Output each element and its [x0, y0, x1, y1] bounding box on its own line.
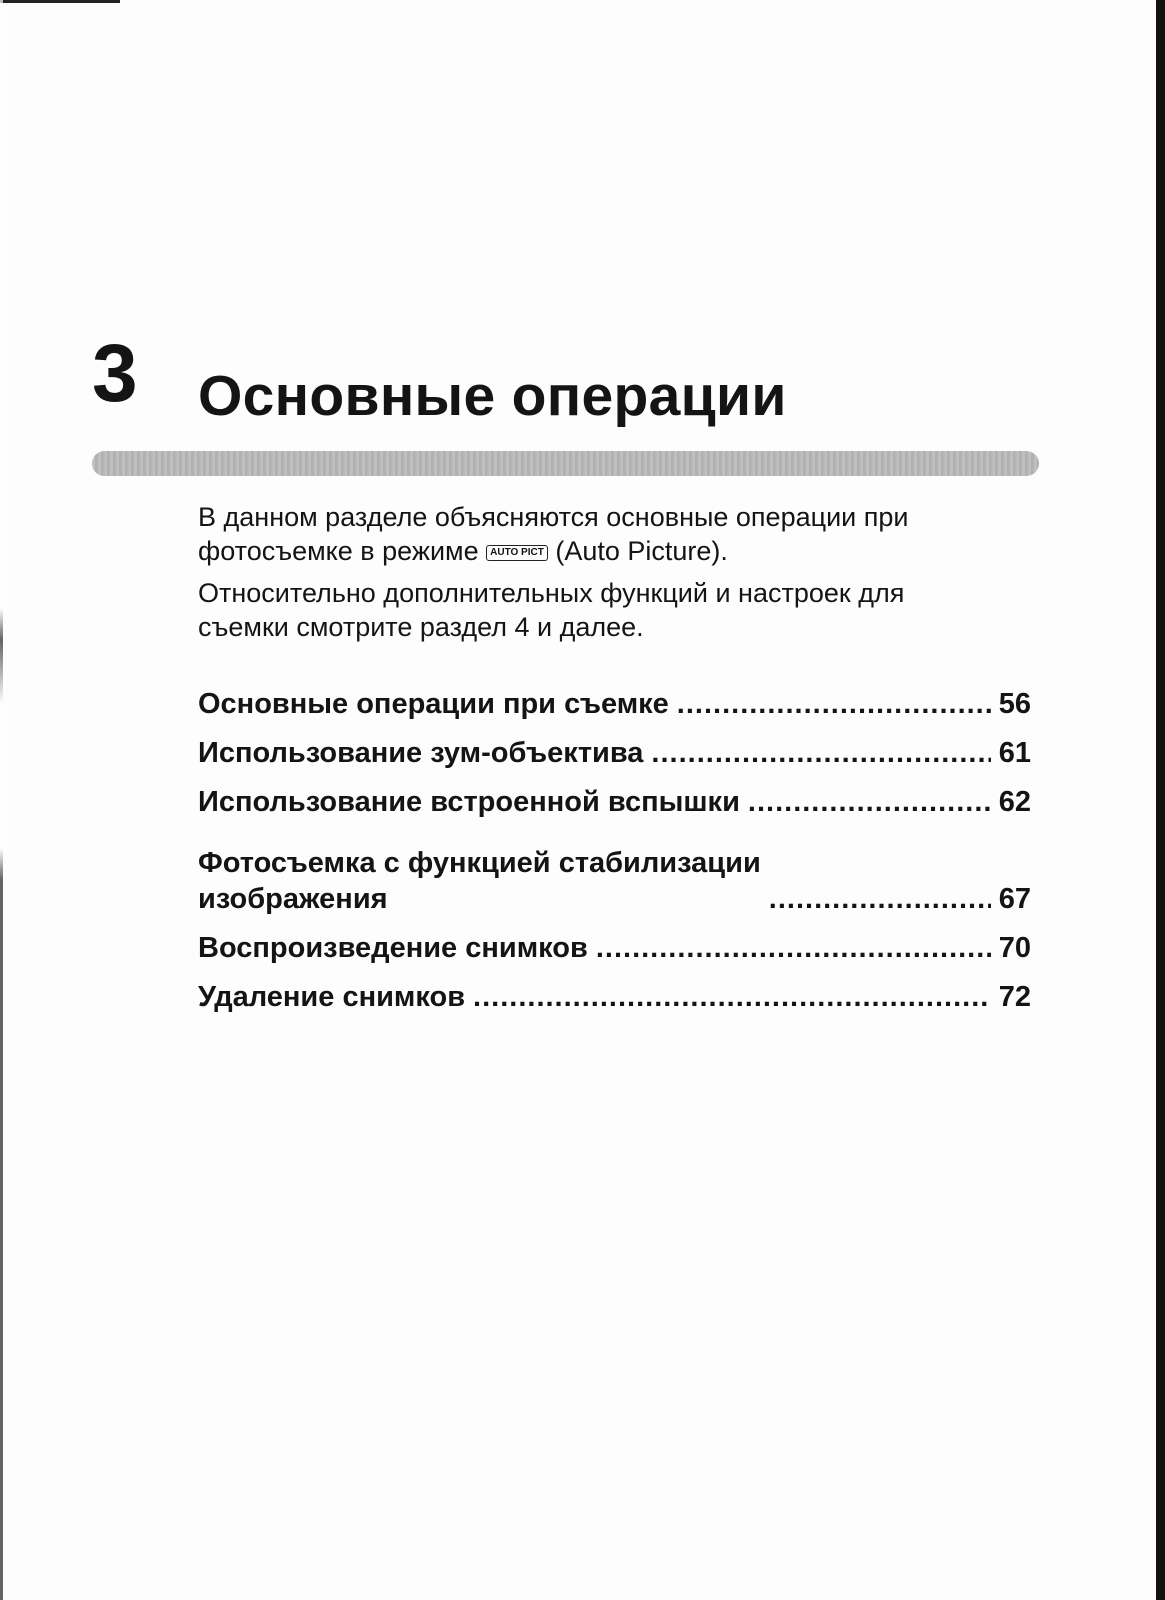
chapter-intro: [198, 500, 998, 652]
toc-entry-page: 70: [998, 932, 1031, 964]
toc-entry-title: Использование зум-объектива: [198, 737, 644, 769]
intro-text-before-icon: В данном разделе объясняются основные операции при фотосъемке в режиме: [198, 502, 909, 566]
toc-entry-title: Удаление снимков: [198, 981, 466, 1013]
toc-leader-dots: [677, 686, 991, 722]
toc-entry[interactable]: [198, 686, 1031, 722]
toc-entry-page: 67: [998, 883, 1031, 915]
auto-picture-mode-icon: AUTO PICT: [486, 545, 548, 561]
toc-entry-page: 56: [998, 688, 1031, 720]
toc-entry[interactable]: [198, 833, 1031, 917]
toc-entry-title: Воспроизведение снимков: [198, 932, 588, 964]
scan-edge-left: [0, 0, 3, 1600]
toc-leader-dots: [748, 784, 991, 820]
toc-entry[interactable]: [198, 735, 1031, 771]
toc-entry-title-line-2: изображения: [198, 883, 388, 915]
toc-entry[interactable]: [198, 979, 1031, 1015]
table-of-contents: [198, 686, 1031, 1028]
toc-entry-page: 62: [998, 786, 1031, 818]
scan-edge-top: [0, 0, 120, 3]
toc-entry-title: [198, 845, 761, 917]
toc-entry-title-line-1: Фотосъемка с функцией стабилизации: [198, 847, 761, 879]
toc-entry-page: 61: [998, 737, 1031, 769]
chapter-rule-bar: [92, 451, 1039, 476]
chapter-title: Основные операции: [198, 364, 787, 428]
toc-entry[interactable]: [198, 930, 1031, 966]
intro-text-after-icon: (Auto Picture).: [555, 536, 728, 566]
toc-leader-dots: [473, 979, 991, 1015]
toc-entry-title: Основные операции при съемке: [198, 688, 669, 720]
toc-entry-page: 72: [998, 981, 1031, 1013]
scan-edge-right: [1156, 0, 1165, 1600]
toc-entry-title: Использование встроенной вспышки: [198, 786, 740, 818]
chapter-number: 3: [92, 328, 138, 419]
toc-leader-dots: [769, 881, 991, 917]
toc-leader-dots: [651, 735, 990, 771]
intro-paragraph-2: Относительно дополнительных функций и настроек для съемки смотрите раздел 4 и далее.: [198, 578, 905, 642]
toc-entry[interactable]: [198, 784, 1031, 820]
toc-leader-dots: [596, 930, 991, 966]
intro-paragraph-1: [198, 500, 998, 568]
